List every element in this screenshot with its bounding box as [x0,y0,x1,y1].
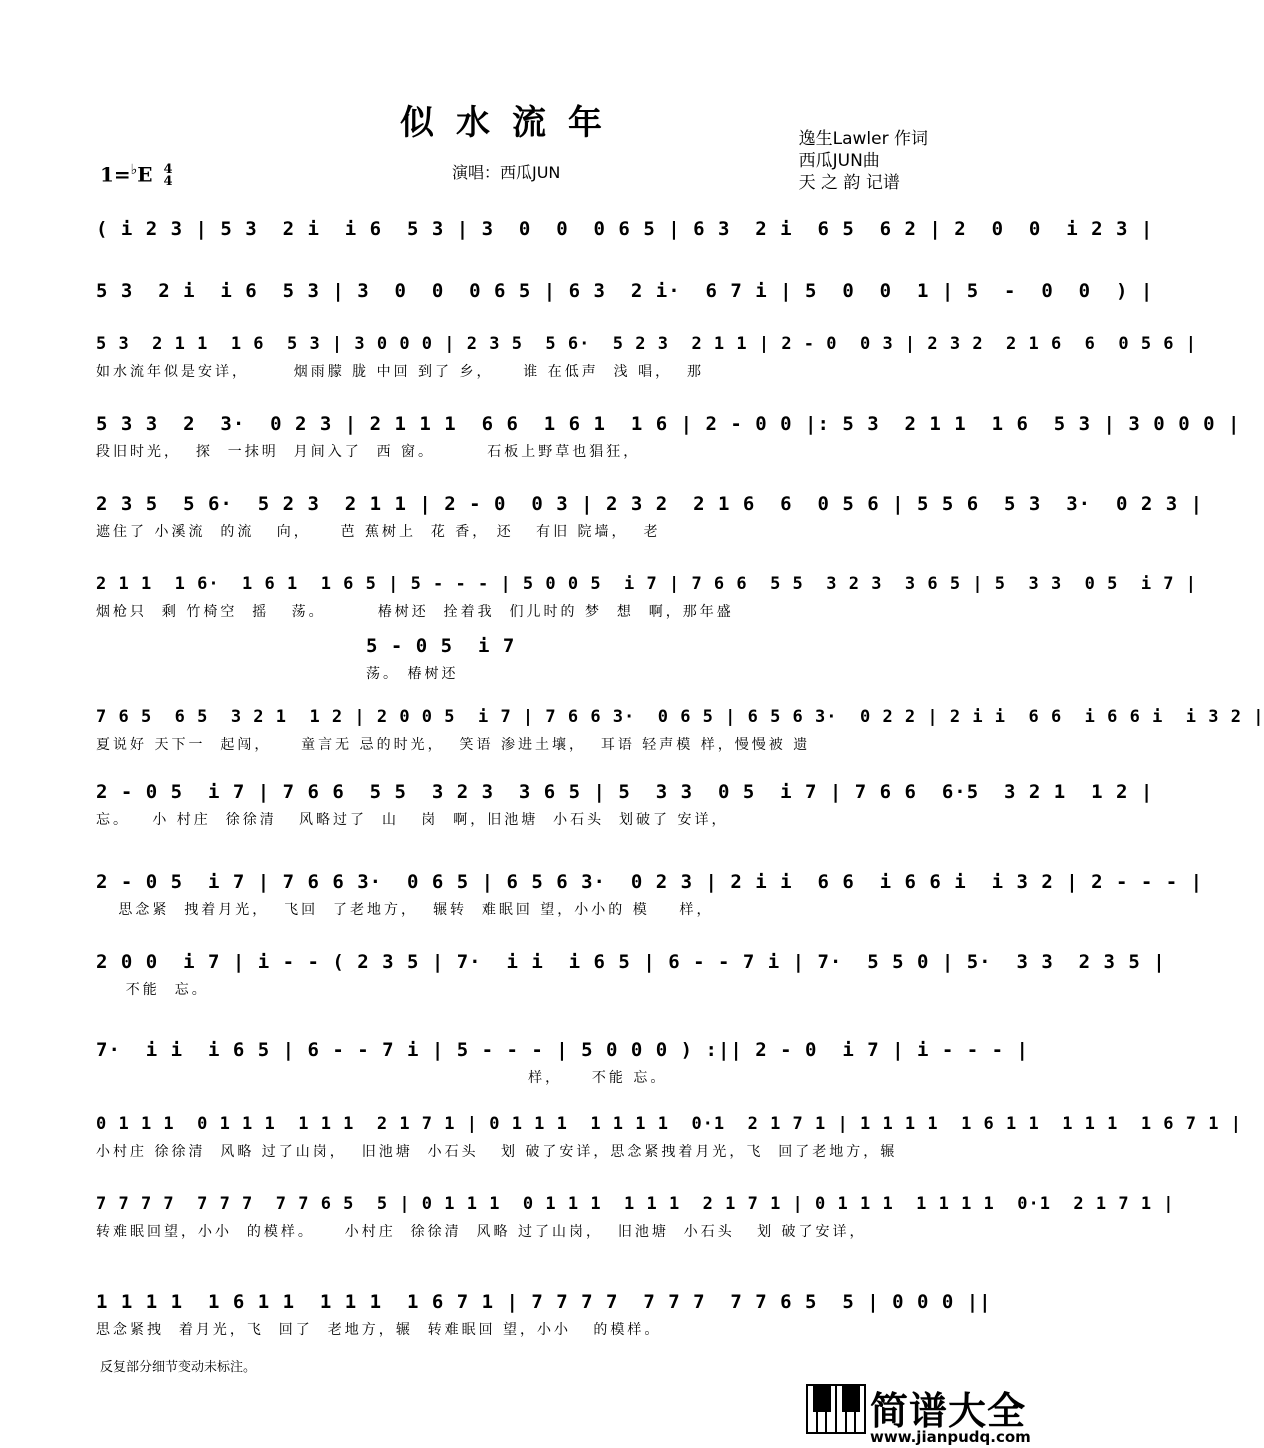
score-row [96,1110,1242,1161]
song-title: 似水流年 [400,103,624,143]
score-row [96,778,1154,829]
notation-line: 7· i i i 6 5 | 6 - - 7 i | 5 - - - | 5 0 0 0 ) :|| 2 - 0 i 7 | i - - - | [96,1039,1029,1061]
notation-line: 1 1 1 1 1 6 1 1 1 1 1 1 6 7 1 | 7 7 7 7 7 7 7 7 7 6 5 5 | 0 0 0 || [96,1291,992,1313]
lyrics-line: 忘。 小 村庄 徐徐清 风略过了 山 岗 啊，旧池塘 小石头 划破了 安详， [96,812,729,828]
logo-text: 简谱大全 [870,1389,1027,1433]
site-logo[interactable] [806,1380,1031,1448]
score-row [96,1288,992,1339]
score-row-alternate [366,632,566,683]
time-signature: 4 4 [163,162,173,190]
lyrics-line: 烟枪只 剩 竹椅空 摇 荡。 椿树还 拴着我 们儿时的 梦 想 啊，那年盛 [96,604,734,620]
transcriber: 天 之 韵 记谱 [798,173,900,193]
score-row [96,703,1264,754]
notation-line: 2 - 0 5 i 7 | 7 6 6 5 5 3 2 3 3 6 5 | 5 3 3 0 5 i 7 | 7 6 6 6·5 3 2 1 1 2 | [96,781,1154,803]
score-row [96,948,1166,999]
lyrics-line: 段旧时光， 探 一抹明 月间入了 西 窗。 石板上野草也猖狂， [96,444,641,460]
score-row [96,1190,1175,1241]
notation-line: 5 3 2 i i 6 5 3 | 3 0 0 0 6 5 | 6 3 2 i· 6 7 i | 5 0 0 1 | 5 - 0 0 ) | [96,280,1154,302]
score-row [96,868,1204,919]
notation-line: 7 7 7 7 7 7 7 7 7 6 5 5 | 0 1 1 1 0 1 1 1 1 1 1 2 1 7 1 | 0 1 1 1 1 1 1 1 0·1 2 1 7 1 | [96,1194,1175,1214]
lyrics-line: 样， 不能 忘。 [96,1070,668,1086]
score-row [96,277,1154,306]
score-row [96,1036,1029,1087]
lyrics-line: 夏说好 天下一 起闯， 童言无 忌的时光， 笑语 渗进土壤， 耳语 轻声模 样，慢慢被 遗 [96,737,811,753]
lyrics-line: 思念紧拽 着月光，飞 回了 老地方，辗 转难眠回 望，小小 的模样。 [96,1322,662,1338]
notation-line: 5 - 0 5 i 7 [366,635,516,657]
lyrics-line: 转难眠回望，小小 的模样。 小村庄 徐徐清 风略 过了山岗， 旧池塘 小石头 划 破了安详， [96,1224,867,1240]
score-row [96,410,1241,461]
lyrics-line: 不能 忘。 [96,982,209,998]
lyrics-line: 小村庄 徐徐清 风略 过了山岗， 旧池塘 小石头 划 破了安详，思念紧拽着月光，飞 回了老地方，辗 [96,1144,898,1160]
notation-line: 0 1 1 1 0 1 1 1 1 1 1 2 1 7 1 | 0 1 1 1 1 1 1 1 0·1 2 1 7 1 | 1 1 1 1 1 6 1 1 1 1 1 1 6 7 1 | [96,1114,1242,1134]
logo-url: www.jianpudq.com [870,1428,1031,1446]
notation-line: 2 - 0 5 i 7 | 7 6 6 3· 0 6 5 | 6 5 6 3· 0 2 3 | 2 i i 6 6 i 6 6 i i 3 2 | 2 - - - | [96,871,1204,893]
notation-line: 2 0 0 i 7 | i - - ( 2 3 5 | 7· i i i 6 5 | 6 - - 7 i | 7· 5 5 0 | 5· 3 3 2 3 5 | [96,951,1166,973]
notation-line: 5 3 3 2 3· 0 2 3 | 2 1 1 1 6 6 1 6 1 1 6 | 2 - 0 0 |: 5 3 2 1 1 1 6 5 3 | 3 0 0 0 | [96,413,1241,435]
lyrics-line: 思念紧 拽着月光， 飞回 了老地方， 辗转 难眠回 望，小小的 模 样， [96,902,714,918]
notation-line: 7 6 5 6 5 3 2 1 1 2 | 2 0 0 5 i 7 | 7 6 6 3· 0 6 5 | 6 5 6 3· 0 2 2 | 2 i i 6 6 i 6 6 i i 3 2 | [96,707,1264,727]
notation-line: 2 3 5 5 6· 5 2 3 2 1 1 | 2 - 0 0 3 | 2 3 2 2 1 6 6 0 5 6 | 5 5 6 5 3 3· 0 2 3 | [96,493,1204,515]
score-row [96,330,1198,381]
notation-line: ( i 2 3 | 5 3 2 i i 6 5 3 | 3 0 0 0 6 5 | 6 3 2 i 6 5 6 2 | 2 0 0 i 2 3 | [96,218,1154,240]
credits [799,128,928,194]
score-row [96,215,1154,244]
notation-line: 2 1 1 1 6· 1 6 1 1 6 5 | 5 - - - | 5 0 0 5 i 7 | 7 6 6 5 5 3 2 3 3 6 5 | 5 3 3 0 5 i 7 | [96,574,1198,594]
lyricist: 逸生Lawler 作词 [798,129,928,149]
piano-icon [806,1384,866,1434]
footnote: 反复部分细节变动未标注。 [100,1360,257,1375]
singer: 演唱：西瓜JUN [452,163,561,182]
key-signature: 1=♭E 4 4 [100,162,173,190]
lyrics-line: 荡。 椿树还 [366,666,459,682]
composer: 西瓜JUN曲 [798,151,880,171]
score-row [96,490,1204,541]
lyrics-line: 遮住了 小溪流 的流 向， 芭 蕉树上 花 香， 还 有旧 院墙， 老 [96,524,661,540]
flat-sign: ♭ [130,162,138,178]
score-row [96,570,1198,621]
lyrics-line: 如水流年似是安详， 烟雨朦 胧 中回 到了 乡， 谁 在低声 浅 唱， 那 [96,364,705,380]
notation-line: 5 3 2 1 1 1 6 5 3 | 3 0 0 0 | 2 3 5 5 6· 5 2 3 2 1 1 | 2 - 0 0 3 | 2 3 2 2 1 6 6 0 5 6 | [96,334,1198,354]
